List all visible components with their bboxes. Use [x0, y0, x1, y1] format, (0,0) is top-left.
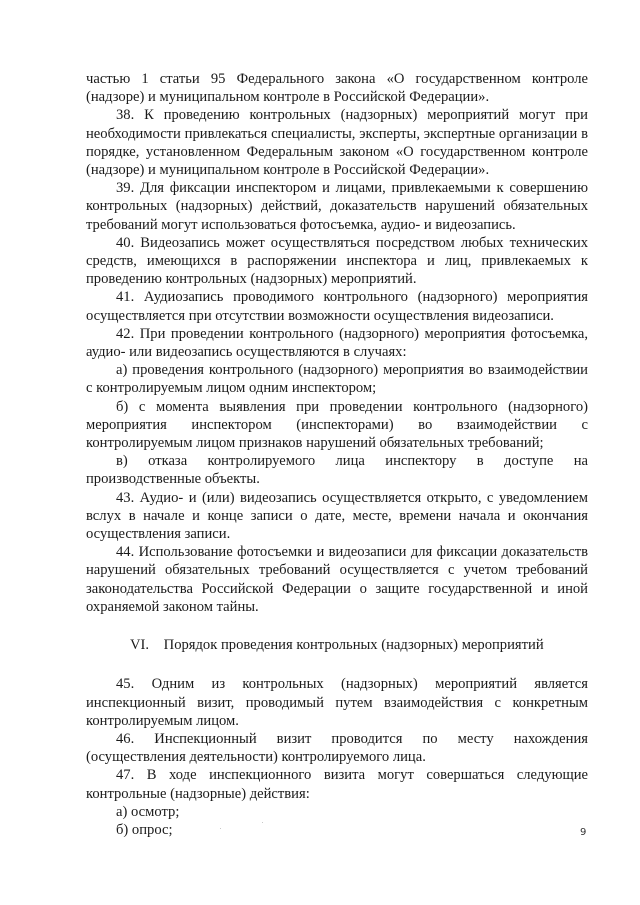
paragraph-37-continuation: частью 1 статьи 95 Федерального закона «О государственном контроле (надзоре) и муниципальном контроле в Российской Федерации».	[86, 71, 588, 106]
paragraph-45: 45. Одним из контрольных (надзорных) мероприятий является инспекционный визит, проводимый путем взаимодействия с конкретным контролируемым лицом.	[86, 676, 588, 729]
paragraph-40: 40. Видеозапись может осуществляться посредством любых технических средств, имеющихся в распоряжении инспектора и лиц, привлекаемых к проведению контрольных (надзорных) мероприятий.	[86, 234, 588, 288]
paragraph-42-item-c: в) отказа контролируемого лица инспектору в доступе на производственные объекты.	[86, 453, 588, 488]
section-heading	[86, 636, 588, 654]
paragraph-42-item-a: а) проведения контрольного (надзорного) мероприятия во взаимодействии с контролируемым лицом одним инспектором;	[86, 362, 588, 397]
paragraph-47-item-b: б) опрос;	[116, 821, 173, 838]
paragraph-47: 47. В ходе инспекционного визита могут совершаться следующие контрольные (надзорные) действия:	[86, 767, 588, 802]
paragraph-38: 38. К проведению контрольных (надзорных) мероприятий могут при необходимости привлекаться специалисты, эксперты, экспертные организации в порядке, установленном Федеральным законом «О государственном контроле (надзоре) и муниципальном контроле в Российской Федерации».	[86, 107, 588, 179]
paragraph-43: 43. Аудио- и (или) видеозапись осуществляется открыто, с уведомлением вслух в начале и конце записи о дате, месте, времени начала и окончания осуществления записи.	[86, 489, 588, 543]
section-number: VI.	[130, 637, 150, 654]
paragraph-46: 46. Инспекционный визит проводится по месту нахождения (осуществления деятельности) контролируемого лица.	[86, 730, 588, 766]
paragraph-41: 41. Аудиозапись проводимого контрольного (надзорного) мероприятия осуществляется при отсутствии возможности осуществления видеозаписи.	[86, 289, 588, 324]
section-title: Порядок проведения контрольных (надзорных) мероприятий	[163, 637, 544, 654]
paragraph-47-item-a: а) осмотр;	[116, 803, 180, 820]
paragraph-39: 39. Для фиксации инспектором и лицами, привлекаемыми к совершению контрольных (надзорных) действий, доказательств нарушений обязательных требований могут использоваться фотосъемка, аудио- и видеозапись.	[86, 180, 588, 233]
paragraph-44: 44. Использование фотосъемки и видеозаписи для фиксации доказательств нарушений обязательных требований осуществляется с учетом требований законодательства Российской Федерации о защите государственной и иной охраняемой законом тайны.	[86, 544, 588, 615]
paragraph-42-item-b: б) с момента выявления при проведении контрольного (надзорного) мероприятия инспектором (инспекторами) во взаимодействии с контролируемым лицом признаков нарушений обязательных требований;	[86, 398, 588, 452]
scan-speck	[262, 822, 263, 823]
document-body	[86, 70, 588, 839]
paragraph-42: 42. При проведении контрольного (надзорного) мероприятия фотосъемка, аудио- или видеозапись осуществляются в случаях:	[86, 325, 588, 361]
page-number: 9	[580, 827, 587, 838]
scan-speck	[220, 828, 221, 829]
